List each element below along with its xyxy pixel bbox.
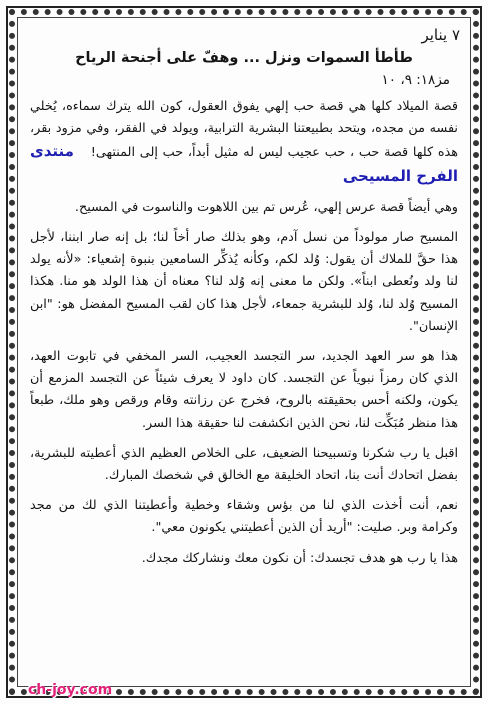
paragraph-1-text: قصة الميلاد كلها هي قصة حب إلهي يفوق العقول، كون الله يترك سماءه، يُخلي نفسه من مجده، ويتحد بطبيعتنا البشرية الترابية، ويولد في الفقر، وفي مزود بقر، هذه كلها قصة حب ، حب عجيب ليس له مثيل أبداً، حب إلى المنتهى! (30, 99, 458, 161)
paragraph-1 (30, 96, 458, 189)
paragraph-3: المسيح صار مولوداً من نسل آدم، وهو بذلك صار أخاً لنا؛ بل إنه صار ابننا، لأجل هذا حقَّ للملاك أن يقول: وُلد لكم، وكأنه يُذكِّر السامعين بنبوة إشعياء: «لأنه يولد لنا ولد ونُعطى ابناً». ولكن ما معنى إنه وُلد لنا؟ معناه أن هذا الولد هو منا. هكذا المسيح وُلد لنا، وُلد للبشرية جمعاء، لأجل هذا كان لقب المسيح المفضل هو: "ابن الإنسان". (30, 230, 458, 334)
paragraph-6: نعم، أنت أخذت الذي لنا من بؤس وشقاء وخطية وأعطيتنا الذي لك من مجد وكرامة وبر. صليت: "أريد أن الذين أعطيتني يكونون معي". (30, 498, 458, 536)
paragraph-2: وهي أيضاً قصة عرس إلهي، عُرس تم بين اللاهوت والناسوت في المسيح. (74, 199, 458, 215)
page-title: طأطأ السموات ونزل ... وهفّ على أجنحة الرياح (75, 50, 413, 66)
devotional-content (24, 24, 464, 682)
paragraph-4: هذا هو سر العهد الجديد، سر التجسد العجيب، السر المخفي في تابوت العهد، الذي كان رمزاً نبوياً عن التجسد. كان داود لا يعرف شيئاً عن التجسد المزمع أن يكون، ولكنه أحس بحقيقته بالروح، فخرج عن رزانته وقام ورقص وهو ملك، طبعاً هذا منظر مُبَكِّت لنا، نحن الذين انكشفت لنا حقيقة هذا السر. (30, 349, 458, 431)
date-heading: ٧ يناير (421, 26, 460, 44)
site-watermark: ch-joy.com (28, 682, 113, 698)
forum-label: منتدى الفرح المسيحى (30, 142, 458, 185)
scripture-reference: مز١٨: ٩، ١٠ (381, 72, 450, 88)
paragraph-7: هذا يا رب هو هدف تجسدك: أن نكون معك ونشاركك مجدك. (141, 550, 458, 566)
paragraph-5: اقبل يا رب شكرنا وتسبيحنا الضعيف، على الخلاص العظيم الذي أعطيته للبشرية، بفضل اتحادك أنت بنا، اتحاد الخليقة مع الخالق في شخصك المبارك. (30, 445, 458, 484)
